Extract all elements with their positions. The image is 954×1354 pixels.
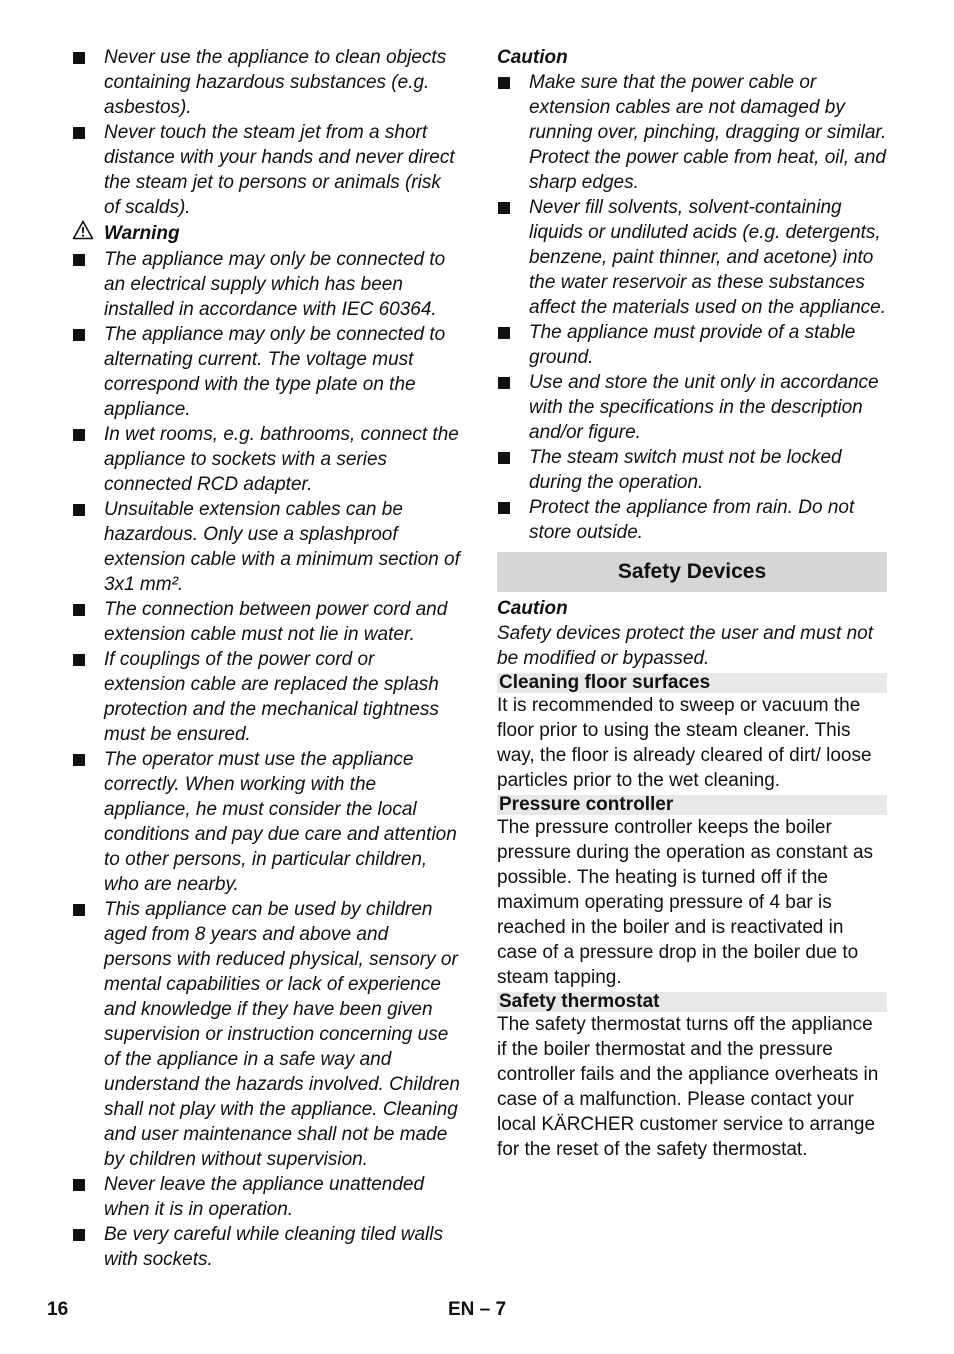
caution-text: Safety devices protect the user and must not be modified or bypassed. (497, 623, 873, 669)
list-item: This appliance can be used by children aged from 8 years and above and persons with reduced physical, sensory or mental capabilities or lack of experience and knowledge if they have been given supervision or instruction concerning use of the appliance in a safe way and understand the hazards involved. Children shall not play with the appliance. Cleaning and user maintenance shall not be made by children without supervision. (72, 897, 460, 1172)
hazard-list (72, 45, 460, 220)
list-item: Never touch the steam jet from a short distance with your hands and never direct the steam jet to persons or animals (risk of scalds). (72, 120, 460, 220)
section-title: Safety Devices (497, 552, 887, 592)
list-item: Unsuitable extension cables can be hazardous. Only use a splashproof extension cable with a minimum section of 3x1 mm². (72, 497, 460, 597)
warning-heading (72, 220, 460, 247)
caution-heading: Caution (497, 47, 568, 68)
list-item: Be very careful while cleaning tiled walls with sockets. (72, 1222, 460, 1272)
subheading-safety-thermostat: Safety thermostat (497, 992, 887, 1012)
list-item: The appliance must provide of a stable ground. (497, 320, 887, 370)
caution-list (497, 70, 887, 545)
left-column (72, 45, 460, 1272)
paragraph-safety-thermostat: The safety thermostat turns off the appliance if the boiler thermostat and the pressure controller fails and the appliance overheats in case of a malfunction. Please contact your local KÄRCHER customer service to arrange for the reset of the safety thermostat. (497, 1014, 879, 1160)
paragraph-cleaning-floor: It is recommended to sweep or vacuum the floor prior to using the steam cleaner. This way, the floor is already cleared of dirt/ loose particles prior to the wet cleaning. (497, 695, 872, 791)
list-item: Make sure that the power cable or extension cables are not damaged by running over, pinching, dragging or similar. Protect the power cable from heat, oil, and sharp edges. (497, 70, 887, 195)
list-item: The connection between power cord and extension cable must not lie in water. (72, 597, 460, 647)
paragraph-pressure-controller: The pressure controller keeps the boiler pressure during the operation as constant as possible. The heating is turned off if the maximum operating pressure of 4 bar is reached in the boiler and is reactivated in case of a pressure drop in the boiler due to steam tapping. (497, 817, 874, 988)
list-item: Protect the appliance from rain. Do not store outside. (497, 495, 887, 545)
list-item: Never fill solvents, solvent-containing liquids or undiluted acids (e.g. detergents, benzene, paint thinner, and acetone) into the water reservoir as these substances affect the materials used on the appliance. (497, 195, 887, 320)
warning-list (72, 247, 460, 1272)
list-item: Never leave the appliance unattended when it is in operation. (72, 1172, 460, 1222)
list-item: Never use the appliance to clean objects containing hazardous substances (e.g. asbestos). (72, 45, 460, 120)
list-item: The operator must use the appliance correctly. When working with the appliance, he must consider the local conditions and pay due care and attention to other persons, in particular children, who are nearby. (72, 747, 460, 897)
list-item: The steam switch must not be locked during the operation. (497, 445, 887, 495)
list-item: If couplings of the power cord or extension cable are replaced the splash protection and the mechanical tightness must be ensured. (72, 647, 460, 747)
list-item: The appliance may only be connected to an electrical supply which has been installed in accordance with IEC 60364. (72, 247, 460, 322)
list-item: In wet rooms, e.g. bathrooms, connect the appliance to sockets with a series connected RCD adapter. (72, 422, 460, 497)
list-item: The appliance may only be connected to alternating current. The voltage must correspond with the type plate on the appliance. (72, 322, 460, 422)
warning-triangle-icon (72, 220, 104, 247)
warning-label: Warning (104, 223, 180, 244)
subheading-cleaning-floor: Cleaning floor surfaces (497, 673, 887, 693)
right-column (497, 45, 887, 1162)
page-number: 16 (47, 1299, 69, 1320)
section-page-number: EN – 7 (448, 1299, 507, 1320)
list-item: Use and store the unit only in accordance with the specifications in the description and/or figure. (497, 370, 887, 445)
caution-heading-2: Caution (497, 598, 568, 619)
subheading-pressure-controller: Pressure controller (497, 795, 887, 815)
